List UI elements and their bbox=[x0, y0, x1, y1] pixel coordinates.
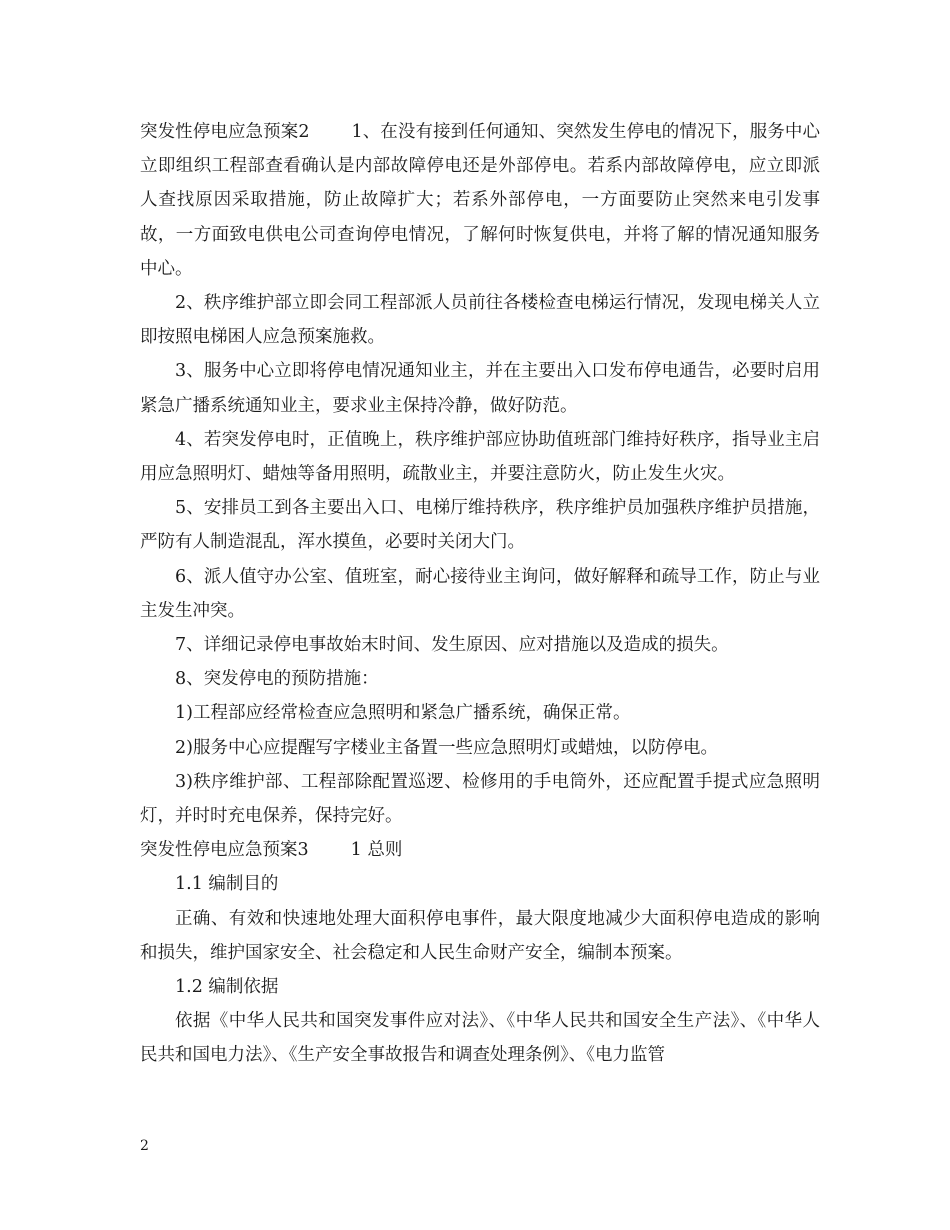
paragraph: 1)工程部应经常检查应急照明和紧急广播系统，确保正常。 bbox=[175, 703, 631, 724]
document-body bbox=[140, 115, 820, 1073]
paragraph: 3)秩序维护部、工程部除配置巡逻、检修用的手电筒外，还应配置手提式应急照明灯，并时时充电保养，保持完好。 bbox=[140, 771, 820, 827]
section-3-first-item: 1 总则 bbox=[350, 840, 403, 861]
paragraph: 4、若突发停电时，正值晚上，秩序维护部应协助值班部门维持好秩序，指导业主启用应急照明灯、蜡烛等备用照明，疏散业主，并要注意防火，防止发生火灾。 bbox=[140, 429, 820, 485]
paragraph: 依据《中华人民共和国突发事件应对法》、《中华人民共和国安全生产法》、《中华人民共和国电力法》、《生产安全事故报告和调查处理条例》、《电力监管 bbox=[140, 1011, 820, 1066]
page-number: 2 bbox=[140, 1138, 149, 1154]
paragraph: 2、秩序维护部立即会同工程部派人员前往各楼检查电梯运行情况，发现电梯关人立即按照电梯困人应急预案施救。 bbox=[140, 293, 820, 348]
section-2-intro bbox=[140, 115, 820, 286]
paragraph: 7、详细记录停电事故始末时间、发生原因、应对措施以及造成的损失。 bbox=[175, 635, 729, 656]
paragraph: 5、安排员工到各主要出入口、电梯厅维持秩序，秩序维护员加强秩序维护员措施，严防有人制造混乱，浑水摸鱼，必要时关闭大门。 bbox=[140, 498, 820, 553]
paragraph: 8、突发停电的预防措施： bbox=[175, 669, 379, 690]
subheading: 1.1 编制目的 bbox=[175, 874, 279, 895]
section-2-heading: 突发性停电应急预案2 bbox=[140, 122, 310, 142]
paragraph: 正确、有效和快速地处理大面积停电事件，最大限度地减少大面积停电造成的影响和损失，维护国家安全、社会稳定和人民生命财产安全，编制本预案。 bbox=[140, 908, 820, 963]
section-3-heading: 突发性停电应急预案3 bbox=[140, 840, 309, 861]
section-3-intro bbox=[140, 833, 820, 867]
section-2-first-item: 1、在没有接到任何通知、突然发生停电的情况下，服务中心立即组织工程部查看确认是内部故障停电还是外部停电。若系内部故障停电，应立即派人查找原因采取措施，防止故障扩大；若系外部停电，一方面要防止突然来电引发事故，一方面致电供电公司查询停电情况，了解何时恢复供电，并将了解的情况通知服务中心。 bbox=[140, 122, 820, 279]
paragraph: 3、服务中心立即将停电情况通知业主，并在主要出入口发布停电通告，必要时启用紧急广播系统通知业主，要求业主保持冷静，做好防范。 bbox=[140, 361, 820, 416]
subheading: 1.2 编制依据 bbox=[175, 977, 279, 998]
paragraph: 2)服务中心应提醒写字楼业主备置一些应急照明灯或蜡烛，以防停电。 bbox=[175, 737, 718, 758]
paragraph: 6、派人值守办公室、值班室，耐心接待业主询问，做好解释和疏导工作，防止与业主发生冲突。 bbox=[140, 566, 820, 621]
